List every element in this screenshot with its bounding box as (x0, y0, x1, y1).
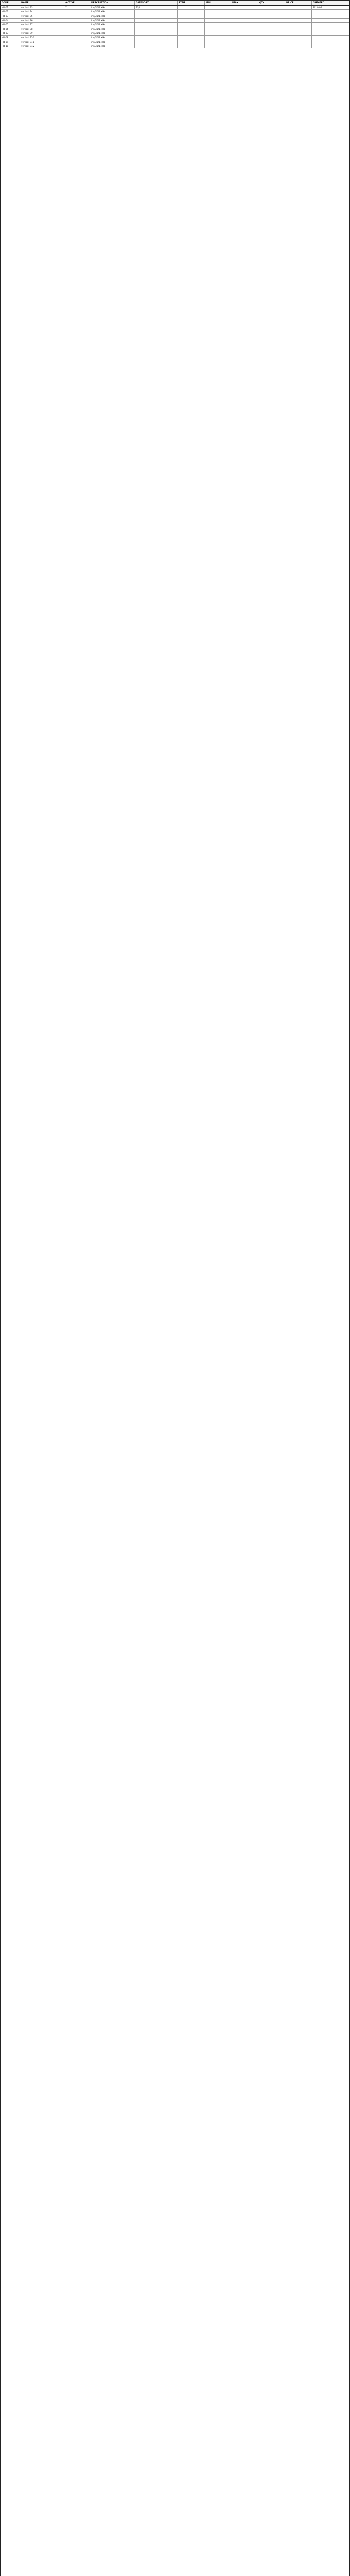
table-row (1, 31, 349, 36)
table-cell: inv/3D/1MHz (90, 44, 135, 48)
table-row (1, 14, 349, 19)
table-cell: inv/3D/1MHz (90, 10, 135, 13)
table-cell: B3/L (135, 6, 178, 9)
table-row (1, 23, 349, 27)
table-cell (231, 27, 258, 31)
table-cell (178, 31, 205, 35)
table-cell (135, 27, 178, 31)
table-cell: vertical B9 (20, 31, 64, 35)
table-row (1, 27, 349, 31)
table-cell (312, 40, 350, 44)
table-cell (205, 36, 231, 39)
table-cell: inv/3D/1MHz (90, 23, 135, 26)
table-cell (258, 10, 285, 13)
table-cell: vertical B12 (20, 44, 64, 48)
table-cell: inv/3D/1MHz (90, 19, 135, 22)
table-cell (258, 31, 285, 35)
table-cell (312, 31, 350, 35)
table-cell (285, 44, 312, 48)
table-cell (258, 6, 285, 9)
table-cell: inv/3D/1MHz (90, 31, 135, 35)
table-cell (205, 14, 231, 18)
header-cell: NAME (20, 1, 64, 5)
table-cell (285, 40, 312, 44)
table-cell: HD-01 (1, 6, 20, 9)
table-cell (285, 31, 312, 35)
table-cell (135, 23, 178, 26)
table-cell (205, 10, 231, 13)
table-cell: HD-08 (1, 36, 20, 39)
table-cell: HD-06 (1, 27, 20, 31)
table-cell (312, 27, 350, 31)
table-cell (178, 44, 205, 48)
table-cell: HD-03 (1, 14, 20, 18)
table-cell: inv/3D/1MHz (90, 14, 135, 18)
table-cell: vertical B8 (20, 27, 64, 31)
table-cell (231, 40, 258, 44)
table-cell: vertical B5 (20, 14, 64, 18)
table-cell (178, 6, 205, 9)
table-cell: vertical B3 (20, 6, 64, 9)
table-cell (231, 31, 258, 35)
table-header-row (1, 1, 349, 6)
table-cell (231, 36, 258, 39)
table-cell: inv/3D/1MHz (90, 27, 135, 31)
table-cell (64, 31, 90, 35)
table-cell (64, 14, 90, 18)
table-cell (312, 10, 350, 13)
table-cell (258, 19, 285, 22)
header-cell: TYPE (178, 1, 205, 5)
table-cell: inv/3D/1MHz (90, 6, 135, 9)
table-cell (285, 6, 312, 9)
table-cell (258, 27, 285, 31)
table-cell (258, 44, 285, 48)
table-cell (312, 36, 350, 39)
header-cell: QTY (258, 1, 285, 5)
table-cell (178, 10, 205, 13)
table-cell (64, 19, 90, 22)
table-cell: HD-07 (1, 31, 20, 35)
table-cell (285, 36, 312, 39)
table-cell (135, 19, 178, 22)
table-cell (205, 19, 231, 22)
table-cell (135, 36, 178, 39)
table-cell (231, 23, 258, 26)
table-cell (178, 14, 205, 18)
header-cell: PRICE (285, 1, 312, 5)
table-cell: vertical B4 (20, 10, 64, 13)
table-cell (135, 14, 178, 18)
table-row (1, 36, 349, 40)
table-cell (205, 27, 231, 31)
table-cell: inv/3D/1MHz (90, 40, 135, 44)
table-cell: HD-02 (1, 10, 20, 13)
table-cell (135, 40, 178, 44)
table-cell: inv/3D/1MHz (90, 36, 135, 39)
table-cell (205, 23, 231, 26)
table-cell: 2019.04 (313, 6, 322, 9)
header-cell: MAX (231, 1, 258, 5)
table-row (1, 6, 349, 10)
table-cell (178, 40, 205, 44)
table-cell: HD-10 (1, 44, 20, 48)
table-cell (178, 19, 205, 22)
table-cell (178, 36, 205, 39)
table-cell: vertical B10 (20, 36, 64, 39)
table-cell (135, 44, 178, 48)
table-cell (285, 19, 312, 22)
table-cell (64, 36, 90, 39)
table-cell (285, 14, 312, 18)
table-cell: HD-09 (1, 40, 20, 44)
table-cell (258, 36, 285, 39)
table-cell (64, 27, 90, 31)
header-cell: CATEGORY (135, 1, 178, 5)
table-cell (231, 44, 258, 48)
table-cell (205, 44, 231, 48)
table-cell: vertical B11 (20, 40, 64, 44)
table-cell (258, 40, 285, 44)
table-cell (312, 23, 350, 26)
table-cell (258, 23, 285, 26)
table-cell (312, 14, 350, 18)
table-cell (231, 6, 258, 9)
table-cell (205, 6, 231, 9)
table-cell (135, 31, 178, 35)
header-cell: DESCRIPTION (90, 1, 135, 5)
table-cell (64, 44, 90, 48)
table-cell (205, 31, 231, 35)
table-cell (178, 27, 205, 31)
table-cell (64, 40, 90, 44)
table-cell (285, 27, 312, 31)
table-cell (178, 23, 205, 26)
header-cell: ACTIVE (64, 1, 90, 5)
table-cell (312, 44, 350, 48)
table-cell (64, 10, 90, 13)
table-row (1, 44, 349, 48)
table-cell (312, 19, 350, 22)
table-cell (205, 40, 231, 44)
table-row (1, 40, 349, 44)
header-cell: CODE (1, 1, 20, 5)
table-cell: HD-04 (1, 19, 20, 22)
table-cell: vertical B7 (20, 23, 64, 26)
table-cell (258, 14, 285, 18)
table-cell (285, 10, 312, 13)
table-row (1, 19, 349, 23)
header-cell: CREATED (313, 2, 325, 4)
table-body (1, 6, 349, 48)
table-cell: HD-05 (1, 23, 20, 26)
table-cell: vertical B6 (20, 19, 64, 22)
table-cell (231, 19, 258, 22)
table-cell (64, 23, 90, 26)
header-cell: MIN (205, 1, 231, 5)
table-cell (135, 10, 178, 13)
table-cell (231, 14, 258, 18)
table-cell (231, 10, 258, 13)
table-cell (285, 23, 312, 26)
table-cell: Y (64, 6, 90, 9)
table-row (1, 10, 349, 14)
